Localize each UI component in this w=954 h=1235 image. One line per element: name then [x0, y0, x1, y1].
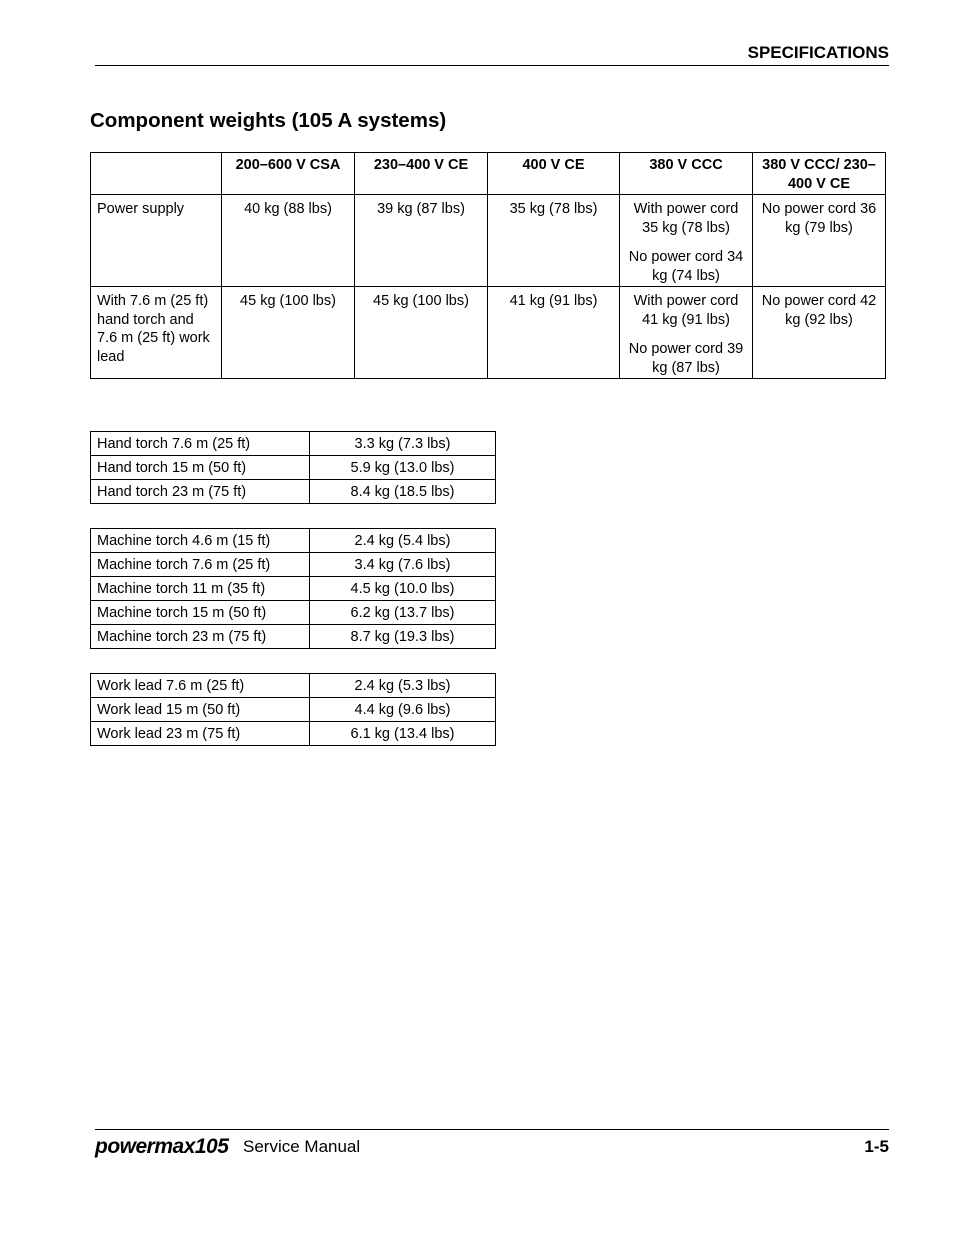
item-name: Hand torch 23 m (75 ft) — [91, 480, 310, 504]
table-row — [91, 480, 496, 504]
item-name: Machine torch 11 m (35 ft) — [91, 577, 310, 601]
table-row — [91, 722, 496, 746]
item-name: Work lead 23 m (75 ft) — [91, 722, 310, 746]
footer-rule — [95, 1129, 889, 1130]
table-row — [91, 625, 496, 649]
page-number: 1-5 — [864, 1137, 889, 1156]
weight-value: 45 kg (100 lbs) — [373, 293, 469, 309]
table-row — [91, 674, 496, 698]
item-weight: 3.3 kg (7.3 lbs) — [310, 432, 496, 456]
weight-cell — [355, 195, 488, 287]
item-weight: 8.4 kg (18.5 lbs) — [310, 480, 496, 504]
item-name: Hand torch 7.6 m (25 ft) — [91, 432, 310, 456]
item-name: Hand torch 15 m (50 ft) — [91, 456, 310, 480]
table-row — [91, 195, 886, 287]
item-name: Machine torch 23 m (75 ft) — [91, 625, 310, 649]
column-header: 380 V CCC/ 230–400 V CE — [753, 153, 886, 195]
work-lead-weights-table — [90, 673, 496, 746]
item-weight: 2.4 kg (5.3 lbs) — [310, 674, 496, 698]
item-weight: 2.4 kg (5.4 lbs) — [310, 529, 496, 553]
item-weight: 3.4 kg (7.6 lbs) — [310, 553, 496, 577]
item-weight: 5.9 kg (13.0 lbs) — [310, 456, 496, 480]
item-name: Work lead 15 m (50 ft) — [91, 698, 310, 722]
table-row — [91, 456, 496, 480]
weight-value: 40 kg (88 lbs) — [244, 201, 332, 217]
header-rule — [95, 65, 889, 66]
document-name: Service Manual — [243, 1137, 361, 1156]
weight-cell — [488, 287, 620, 379]
table-row — [91, 601, 496, 625]
item-weight: 6.2 kg (13.7 lbs) — [310, 601, 496, 625]
weight-value: 35 kg (78 lbs) — [509, 201, 598, 217]
table-row — [91, 698, 496, 722]
row-label: With 7.6 m (25 ft) hand torch and 7.6 m (25 ft) work lead — [91, 287, 222, 379]
weight-cell — [753, 287, 886, 379]
header-corner-cell — [91, 153, 222, 195]
table-header-row — [91, 153, 886, 195]
row-label: Power supply — [91, 195, 222, 287]
weight-cell — [355, 287, 488, 379]
table-row — [91, 432, 496, 456]
weight-value: 45 kg (100 lbs) — [240, 293, 336, 309]
weight-cell — [488, 195, 620, 287]
weight-value: No power cord 34 kg (74 lbs) — [628, 249, 744, 284]
weight-value: With power cord 41 kg (91 lbs) — [633, 293, 739, 328]
weight-value: With power cord 35 kg (78 lbs) — [633, 201, 739, 236]
table-row — [91, 529, 496, 553]
item-weight: 4.5 kg (10.0 lbs) — [310, 577, 496, 601]
item-weight: 4.4 kg (9.6 lbs) — [310, 698, 496, 722]
machine-torch-weights-table — [90, 528, 496, 649]
table-row — [91, 553, 496, 577]
weight-value: No power cord 36 kg (79 lbs) — [761, 201, 877, 236]
column-header: 200–600 V CSA — [222, 153, 355, 195]
item-weight: 6.1 kg (13.4 lbs) — [310, 722, 496, 746]
column-header: 230–400 V CE — [355, 153, 488, 195]
weight-cell — [222, 195, 355, 287]
item-name: Machine torch 15 m (50 ft) — [91, 601, 310, 625]
item-name: Machine torch 7.6 m (25 ft) — [91, 553, 310, 577]
component-weights-table — [90, 152, 886, 379]
weight-value: No power cord 42 kg (92 lbs) — [761, 293, 877, 328]
weight-cell — [222, 287, 355, 379]
weight-cell — [753, 195, 886, 287]
section-header: SPECIFICATIONS — [747, 43, 889, 62]
weight-cell — [620, 287, 753, 379]
page-title: Component weights (105 A systems) — [90, 109, 447, 132]
table-row — [91, 287, 886, 379]
weight-value: No power cord 39 kg (87 lbs) — [628, 341, 744, 376]
item-weight: 8.7 kg (19.3 lbs) — [310, 625, 496, 649]
item-name: Machine torch 4.6 m (15 ft) — [91, 529, 310, 553]
weight-value: 39 kg (87 lbs) — [377, 201, 465, 217]
product-logo: powermax105 — [95, 1135, 229, 1158]
weight-cell — [620, 195, 753, 287]
hand-torch-weights-table — [90, 431, 496, 504]
table-row — [91, 577, 496, 601]
column-header: 380 V CCC — [620, 153, 753, 195]
weight-value: 41 kg (91 lbs) — [509, 293, 598, 309]
column-header: 400 V CE — [488, 153, 620, 195]
item-name: Work lead 7.6 m (25 ft) — [91, 674, 310, 698]
